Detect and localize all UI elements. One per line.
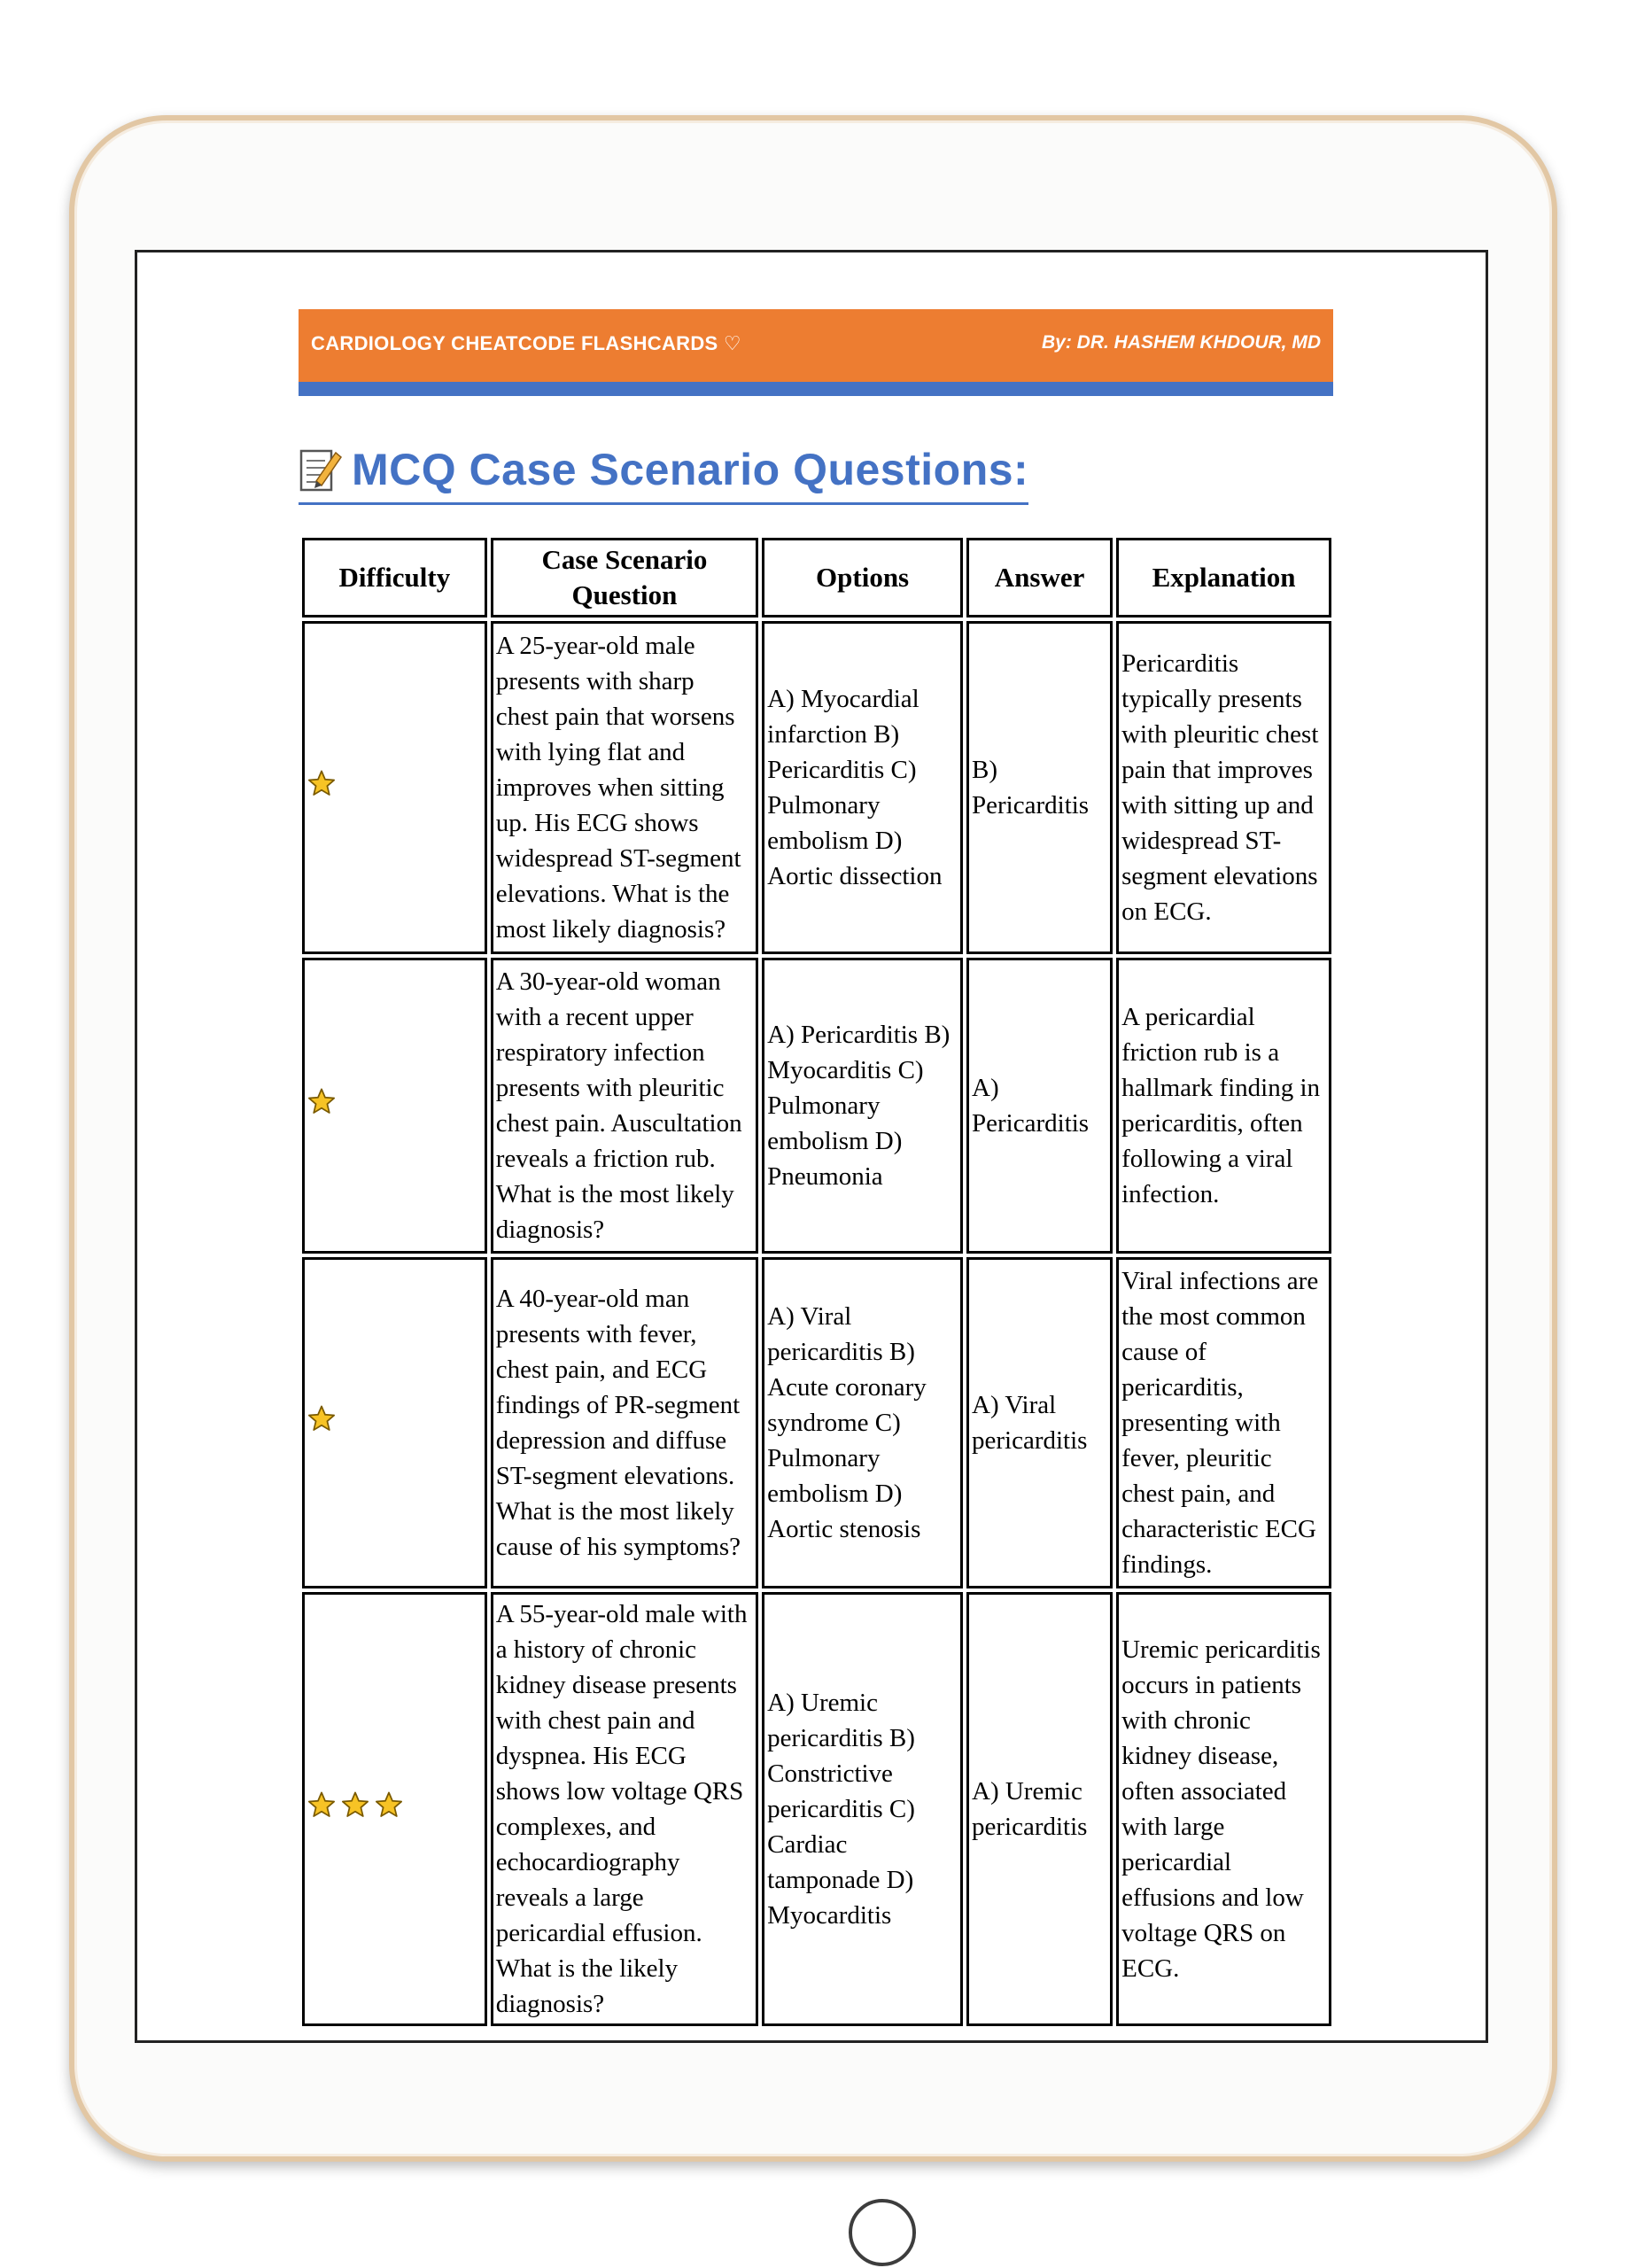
table-header-row — [302, 538, 1331, 617]
answer-cell: A) Viral pericarditis — [966, 1257, 1113, 1588]
header-difficulty: Difficulty — [302, 538, 487, 617]
star-icon — [307, 1790, 336, 1829]
options-cell: A) Myocardial infarction B) Pericarditis C) Pulmonary embolism D) Aortic dissection — [762, 621, 963, 954]
star-icon — [375, 1790, 403, 1829]
section-heading — [299, 439, 1028, 505]
mcq-table — [299, 534, 1335, 2030]
star-icon — [307, 1404, 336, 1442]
memo-icon — [299, 446, 343, 493]
home-button[interactable] — [849, 2199, 916, 2266]
difficulty-cell — [302, 1592, 487, 2026]
difficulty-cell — [302, 621, 487, 954]
explanation-cell: Pericarditis typically presents with pleuritic chest pain that improves with sitting up and widespread ST-segment elevations on ECG. — [1116, 621, 1331, 954]
table-row — [302, 958, 1331, 1254]
question-cell: A 25-year-old male presents with sharp chest pain that worsens with lying flat and improves when sitting up. His ECG shows widespread ST-segment elevations. What is the most likely diagnosis? — [491, 621, 758, 954]
section-heading-text: MCQ Case Scenario Questions: — [352, 445, 1029, 494]
explanation-cell: Viral infections are the most common cause of pericarditis, presenting with fever, pleuritic chest pain, and characteristic ECG findings. — [1116, 1257, 1331, 1588]
header-banner — [299, 309, 1333, 396]
header-explanation: Explanation — [1116, 538, 1331, 617]
difficulty-cell — [302, 958, 487, 1254]
table-row — [302, 621, 1331, 954]
star-icon — [307, 769, 336, 807]
tablet-screen — [135, 250, 1488, 2043]
header-question: Case Scenario Question — [491, 538, 758, 617]
answer-cell: A) Uremic pericarditis — [966, 1592, 1113, 2026]
options-cell: A) Uremic pericarditis B) Constrictive pericarditis C) Cardiac tamponade D) Myocarditis — [762, 1592, 963, 2026]
options-cell: A) Viral pericarditis B) Acute coronary syndrome C) Pulmonary embolism D) Aortic stenosis — [762, 1257, 963, 1588]
table-row — [302, 1592, 1331, 2026]
difficulty-stars — [307, 1404, 482, 1442]
header-options: Options — [762, 538, 963, 617]
question-cell: A 55-year-old male with a history of chronic kidney disease presents with chest pain and dyspnea. His ECG shows low voltage QRS complexes, and echocardiography reveals a large pericardial effusion. What is the likely diagnosis? — [491, 1592, 758, 2026]
answer-cell: B) Pericarditis — [966, 621, 1113, 954]
difficulty-stars — [307, 1087, 482, 1125]
banner-title: CARDIOLOGY CHEATCODE FLASHCARDS ♡ — [311, 332, 741, 354]
difficulty-stars — [307, 769, 482, 807]
star-icon — [341, 1790, 369, 1829]
difficulty-stars — [307, 1790, 482, 1829]
difficulty-cell — [302, 1257, 487, 1588]
question-cell: A 40-year-old man presents with fever, chest pain, and ECG findings of PR-segment depression and diffuse ST-segment elevations. What is the most likely cause of his symptoms? — [491, 1257, 758, 1588]
explanation-cell: A pericardial friction rub is a hallmark finding in pericarditis, often following a viral infection. — [1116, 958, 1331, 1254]
options-cell: A) Pericarditis B) Myocarditis C) Pulmonary embolism D) Pneumonia — [762, 958, 963, 1254]
explanation-cell: Uremic pericarditis occurs in patients with chronic kidney disease, often associated with large pericardial effusions and low voltage QRS on ECG. — [1116, 1592, 1331, 2026]
table-row — [302, 1257, 1331, 1588]
banner-author: By: DR. HASHEM KHDOUR, MD — [1042, 332, 1321, 353]
question-cell: A 30-year-old woman with a recent upper respiratory infection presents with pleuritic chest pain. Auscultation reveals a friction rub. What is the most likely diagnosis? — [491, 958, 758, 1254]
header-answer: Answer — [966, 538, 1113, 617]
answer-cell: A) Pericarditis — [966, 958, 1113, 1254]
star-icon — [307, 1087, 336, 1125]
